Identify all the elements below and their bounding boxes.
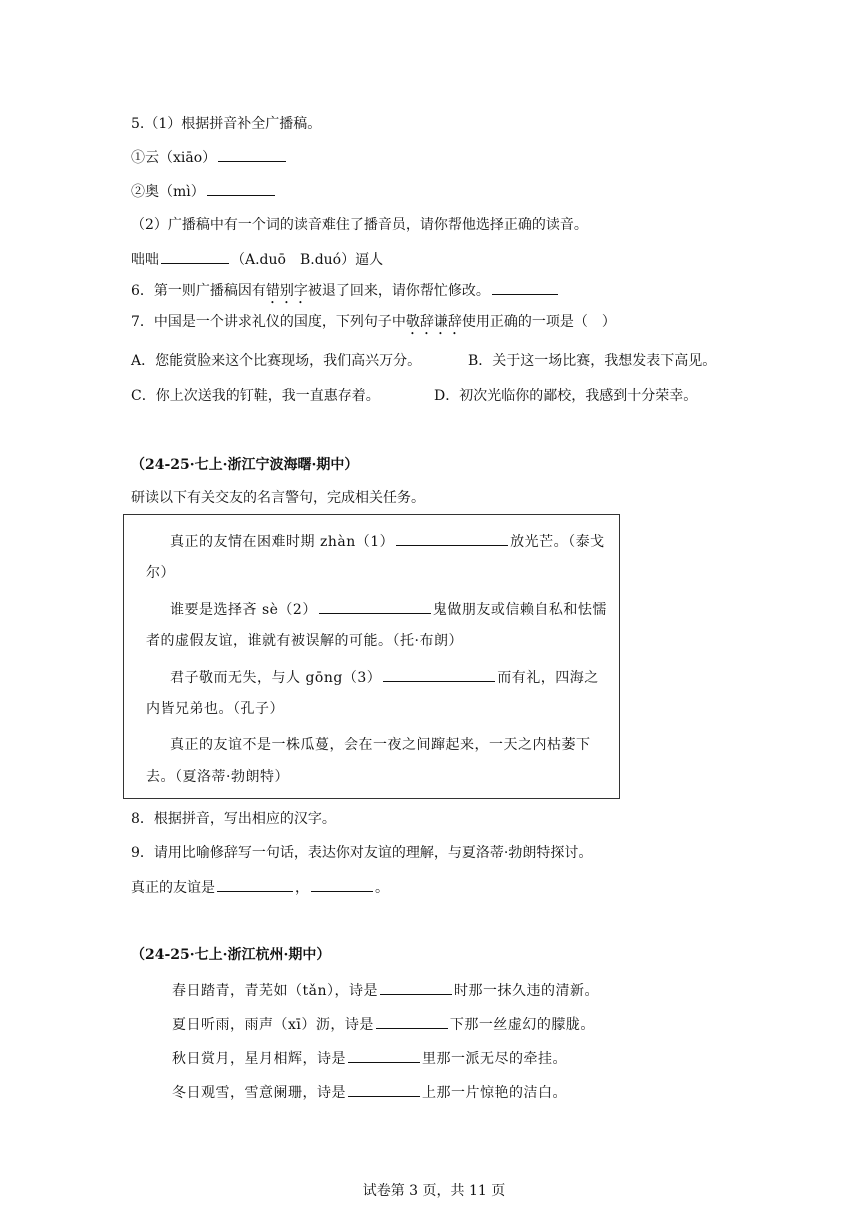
q9-answer-line <box>131 877 389 898</box>
q5-item3-post: （A.duō B.duó）逼人 <box>231 252 384 268</box>
poem-line3 <box>172 1048 567 1069</box>
q7-pre: 7．中国是一个讲求礼仪的国度，下列句子中 <box>131 314 406 330</box>
q5-item3 <box>131 249 383 270</box>
q5-item1 <box>131 147 288 168</box>
poem-line1-b: 时那一抹久违的清新。 <box>454 983 599 999</box>
poem-line2 <box>172 1014 595 1035</box>
quote1-blank[interactable] <box>396 531 508 546</box>
q5-blank2[interactable] <box>207 181 275 196</box>
section2-source: （24-25·七上·浙江宁波海曙·期中） <box>131 457 359 473</box>
poem-blank4[interactable] <box>348 1082 420 1097</box>
poem-line3-b: 里那一派无尽的牵挂。 <box>422 1051 567 1067</box>
poem-line3-a: 秋日赏月，星月相辉，诗是 <box>172 1051 346 1067</box>
quote2-text-b: 鬼做朋友或信赖自私和怯懦 <box>432 602 607 618</box>
q6-pre: 6．第一则广播稿因有 <box>131 283 266 299</box>
q6-post: 被退了回来，请你帮忙修改。 <box>307 283 490 299</box>
quote2-line1 <box>170 599 607 620</box>
q7-option-d[interactable]: D．初次光临你的鄙校，我感到十分荣幸。 <box>434 388 698 404</box>
q9-mid: ， <box>295 880 309 896</box>
q7-option-a[interactable]: A．您能赏脸来这个比赛现场，我们高兴万分。 <box>131 353 422 369</box>
q5-item2-text: ②奥（mì） <box>131 184 205 200</box>
page-footer: 试卷第 3 页，共 11 页 <box>362 1183 506 1199</box>
q5-blank1[interactable] <box>218 147 286 162</box>
quote1-text-a: 真正的友情在困难时期 zhàn（1） <box>170 534 395 550</box>
quote1-line1 <box>170 531 605 552</box>
poem-line2-a: 夏日听雨，雨声（xī）沥，诗是 <box>172 1017 374 1033</box>
quote4-line2: 去。（夏洛蒂·勃朗特） <box>146 769 289 785</box>
section3-source: （24-25·七上·浙江杭州·期中） <box>131 947 331 963</box>
quote3-line1 <box>170 667 599 688</box>
q6-dotted: 错别字 <box>265 283 308 299</box>
q5-blank3[interactable] <box>161 249 229 264</box>
quote4-line1: 真正的友谊不是一株瓜蔓，会在一夜之间蹿起来，一天之内枯萎下 <box>170 737 591 753</box>
poem-blank1[interactable] <box>380 980 452 995</box>
poem-line4-b: 上那一片惊艳的洁白。 <box>422 1085 567 1101</box>
q5-title: 5.（1）根据拼音补全广播稿。 <box>131 116 322 132</box>
quote3-text-b: 而有礼，四海之 <box>497 670 599 686</box>
quote2-line2: 者的虚假友谊，谁就有被误解的可能。（托·布朗） <box>146 633 463 649</box>
poem-line1-a: 春日踏青，青芜如（tǎn），诗是 <box>172 983 378 999</box>
poem-line4 <box>172 1082 567 1103</box>
quote-box <box>123 514 620 799</box>
q5-part2: （2）广播稿中有一个词的读音难住了播音员，请你帮他选择正确的读音。 <box>131 217 588 233</box>
quote2-blank[interactable] <box>319 599 431 614</box>
q7-option-c[interactable]: C．你上次送我的钉鞋，我一直惠存着。 <box>131 388 380 404</box>
q9: 9．请用比喻修辞写一句话，表达你对友谊的理解，与夏洛蒂·勃朗特探讨。 <box>131 845 593 861</box>
poem-line1 <box>172 980 599 1001</box>
quote1-line2: 尔） <box>146 565 175 581</box>
q7 <box>131 312 616 338</box>
q5-item2 <box>131 181 277 202</box>
quote3-line2: 内皆兄弟也。（孔子） <box>146 701 284 717</box>
quote3-blank[interactable] <box>383 667 495 682</box>
q9-blank2[interactable] <box>311 877 373 892</box>
q5-item1-text: ①云（xiāo） <box>131 150 217 166</box>
poem-line4-a: 冬日观雪，雪意阑珊，诗是 <box>172 1085 346 1101</box>
poem-line2-b: 下那一丝虚幻的朦胧。 <box>449 1017 595 1033</box>
q9-post: 。 <box>375 880 389 896</box>
q6-blank[interactable] <box>492 280 558 295</box>
quote1-text-b: 放光芒。（泰戈 <box>510 534 605 550</box>
q7-dotted: 敬辞谦辞 <box>405 314 462 330</box>
q9-blank1[interactable] <box>217 877 293 892</box>
section2-intro: 研读以下有关交友的名言警句，完成相关任务。 <box>131 490 425 506</box>
quote3-text-a: 君子敬而无失，与人 gōng（3） <box>170 670 382 686</box>
q5-item3-pre: 咄咄 <box>131 252 159 268</box>
quote2-text-a: 谁要是选择吝 sè（2） <box>170 602 317 618</box>
q8: 8．根据拼音，写出相应的汉字。 <box>131 811 336 827</box>
q6 <box>131 280 560 307</box>
poem-blank3[interactable] <box>348 1048 420 1063</box>
q7-option-b[interactable]: B．关于这一场比赛，我想发表下高见。 <box>468 353 717 369</box>
q9-pre: 真正的友谊是 <box>131 880 215 896</box>
q7-post: 使用正确的一项是（ ） <box>461 314 616 330</box>
poem-blank2[interactable] <box>376 1014 448 1029</box>
